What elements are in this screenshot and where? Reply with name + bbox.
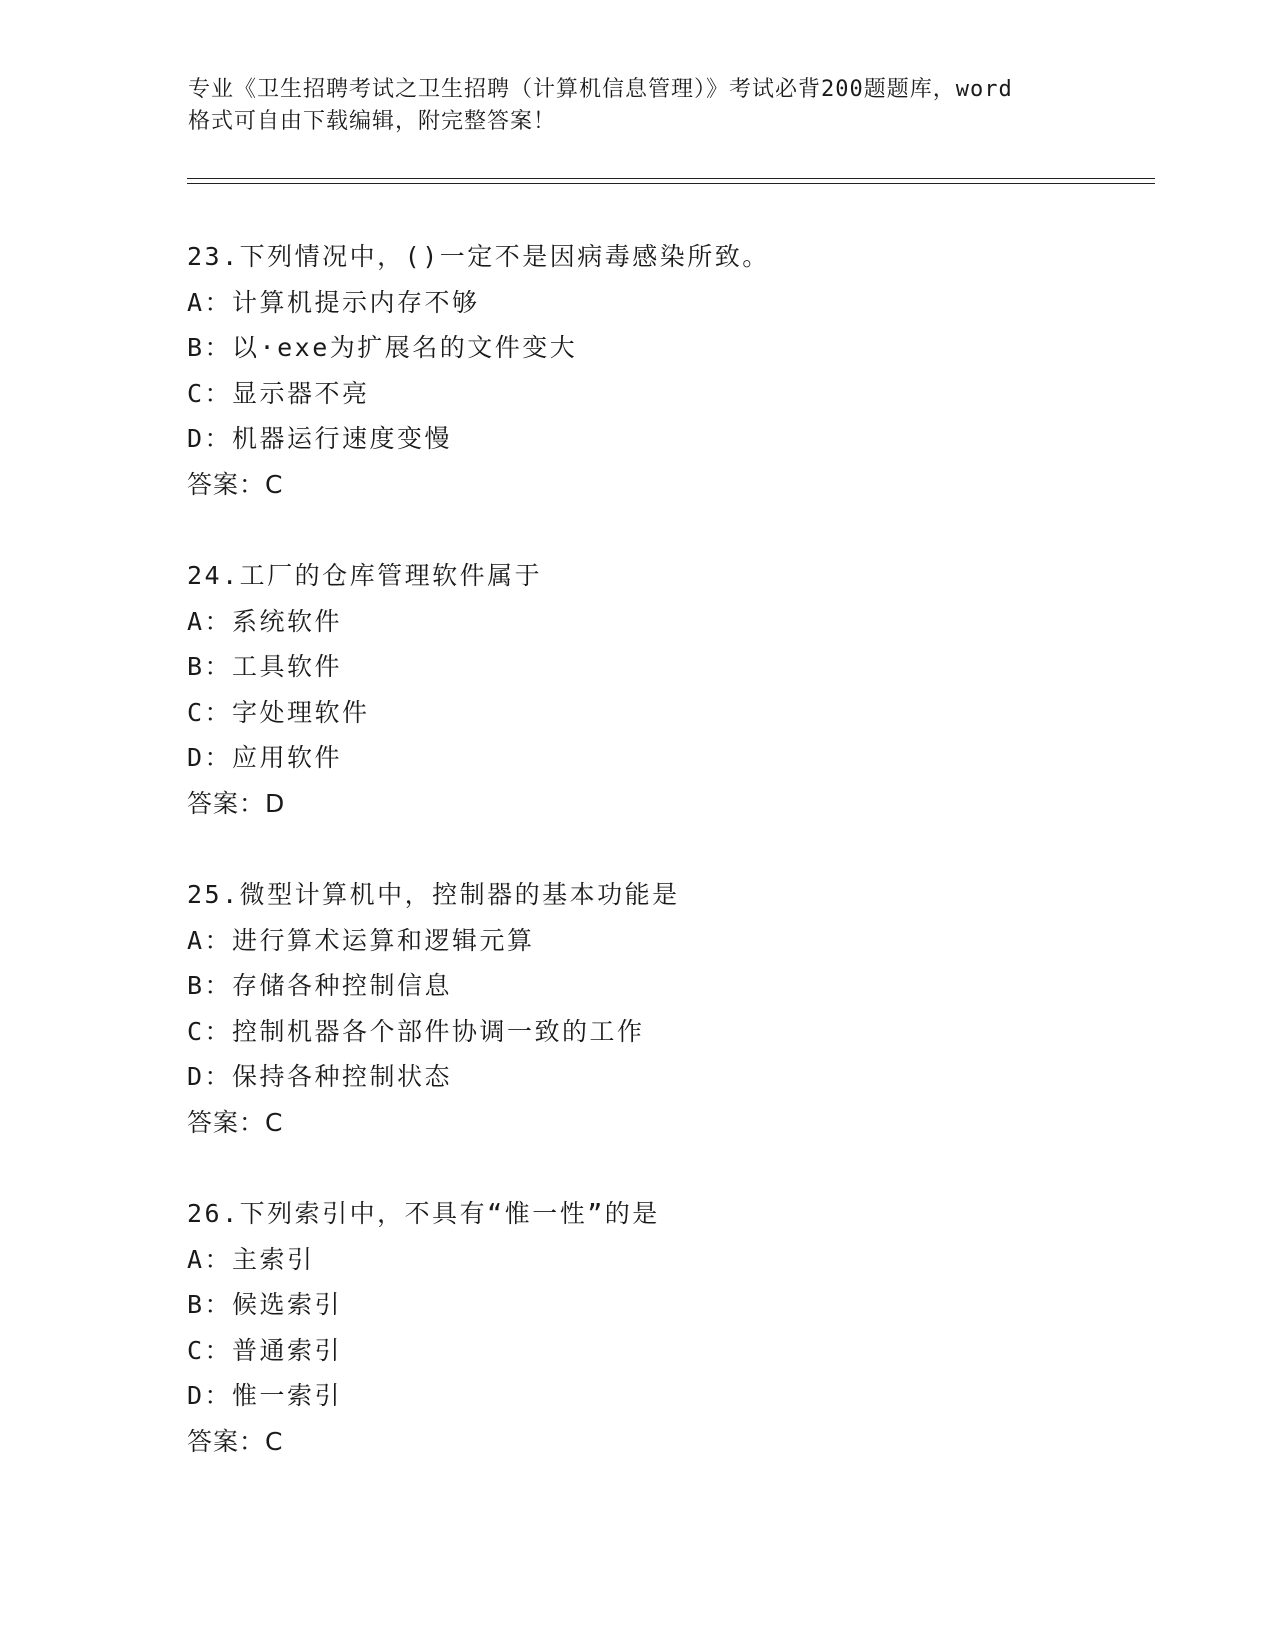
option-b: B：工具软件 (187, 652, 343, 681)
question-23 (187, 234, 770, 507)
header-divider-top (187, 178, 1155, 179)
option-d: D：保持各种控制状态 (187, 1062, 453, 1091)
option-a: A：主索引 (187, 1244, 315, 1274)
question-stem: 24.工厂的仓库管理软件属于 (187, 561, 543, 590)
header-line-2: 格式可自由下载编辑，附完整答案！ (188, 109, 557, 134)
option-c: C：控制机器各个部件协调一致的工作 (187, 1016, 645, 1046)
question-25 (187, 872, 680, 1145)
option-d: D：应用软件 (187, 743, 343, 772)
option-d: D：惟一索引 (187, 1381, 343, 1410)
answer-line: 答案：C (187, 1107, 284, 1137)
option-b: B：候选索引 (187, 1290, 343, 1319)
header-divider-bottom (187, 183, 1155, 184)
answer-line: 答案：C (187, 469, 284, 499)
question-stem: 25.微型计算机中，控制器的基本功能是 (187, 880, 680, 909)
option-a: A：进行算术运算和逻辑元算 (187, 925, 535, 955)
question-stem: 26.下列索引中，不具有“惟一性”的是 (187, 1199, 660, 1228)
document-header (188, 74, 1088, 138)
option-c: C：字处理软件 (187, 697, 370, 727)
option-a: A：系统软件 (187, 606, 343, 636)
question-stem: 23.下列情况中，()一定不是因病毒感染所致。 (187, 242, 770, 271)
header-line-1: 专业《卫生招聘考试之卫生招聘（计算机信息管理）》考试必背200题题库，word (188, 77, 1013, 102)
option-c: C：显示器不亮 (187, 378, 370, 408)
option-d: D：机器运行速度变慢 (187, 424, 453, 453)
option-a: A：计算机提示内存不够 (187, 287, 480, 317)
option-c: C：普通索引 (187, 1335, 343, 1365)
answer-line: 答案：C (187, 1426, 284, 1456)
question-24 (187, 553, 542, 826)
answer-line: 答案：D (187, 788, 286, 818)
option-b: B：存储各种控制信息 (187, 971, 453, 1000)
question-26 (187, 1191, 660, 1464)
option-b: B：以·exe为扩展名的文件变大 (187, 333, 578, 362)
